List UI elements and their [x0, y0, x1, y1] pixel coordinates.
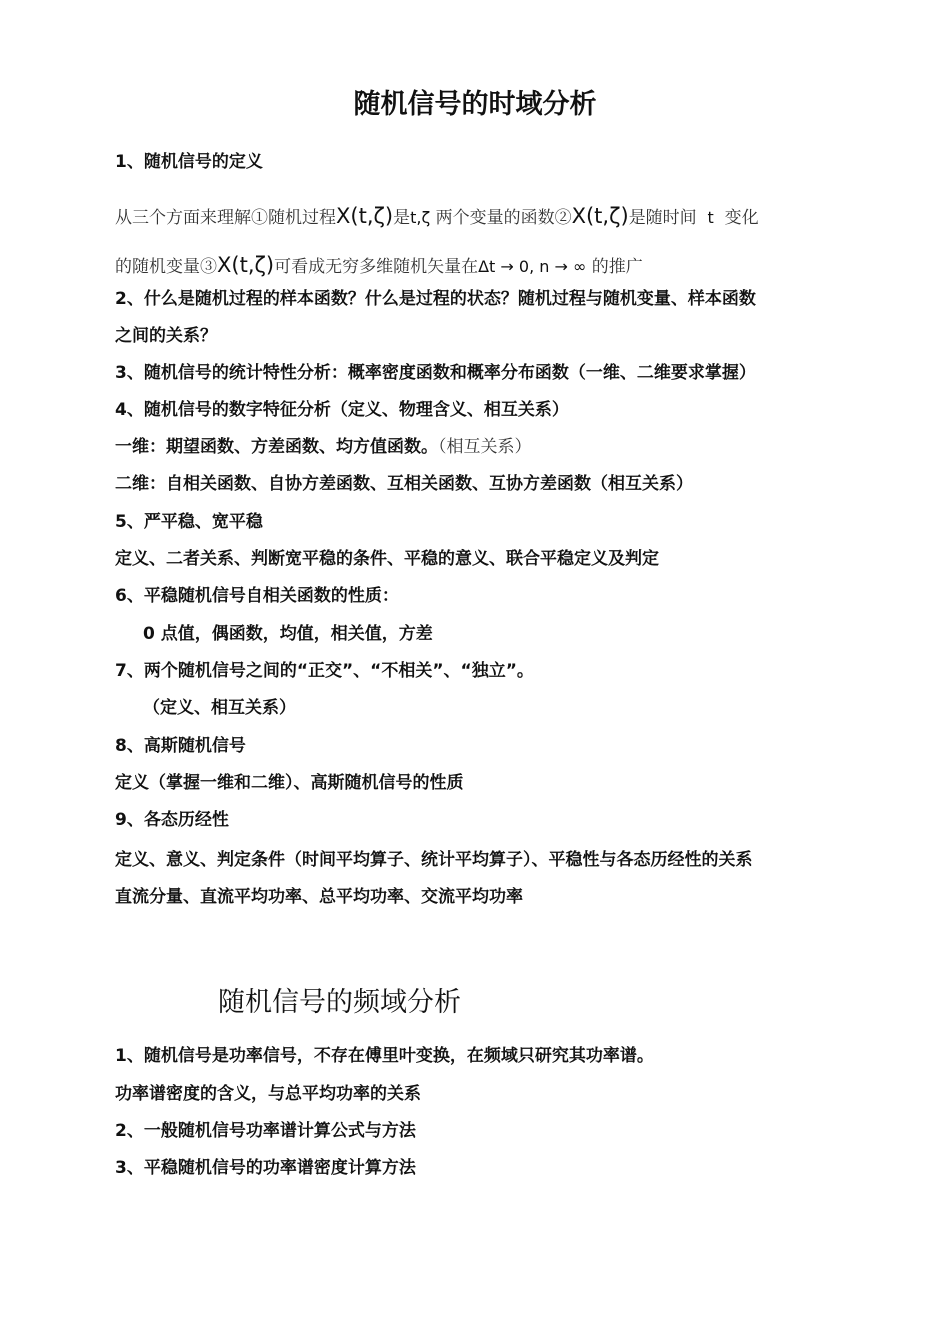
text-fragment: 是 [393, 208, 411, 228]
section-6-body: 0 点值，偶函数，均值，相关值，方差 [143, 624, 433, 644]
section-5-heading: 5、严平稳、宽平稳 [115, 512, 263, 532]
formula-t-zeta: t,ζ [410, 208, 431, 227]
text-fragment: 的随机变量③ [115, 257, 217, 277]
section-4-two-dim: 二维：自相关函数、自协方差函数、互相关函数、互协方差函数（相互关系） [115, 474, 693, 494]
formula-x-t-zeta: X(t,ζ) [571, 204, 629, 228]
text-fragment: 是随时间 [628, 208, 697, 228]
section-3-heading: 3、随机信号的统计特性分析：概率密度函数和概率分布函数（一维、二维要求掌握） [115, 363, 756, 383]
section-1-heading: 1、随机信号的定义 [115, 152, 263, 172]
text-fragment: 的推广 [591, 257, 643, 277]
section-5-body: 定义、二者关系、判断宽平稳的条件、平稳的意义、联合平稳定义及判定 [115, 549, 659, 569]
section-7-body: （定义、相互关系） [143, 698, 296, 718]
page-title-frequency-domain: 随机信号的频域分析 [218, 987, 461, 1018]
text-fragment: 可看成无穷多维随机矢量在 [274, 257, 479, 277]
freq-section-2-heading: 2、一般随机信号功率谱计算公式与方法 [115, 1121, 416, 1141]
text-fragment: 变化 [724, 208, 759, 228]
page-title-time-domain: 随机信号的时域分析 [353, 89, 597, 120]
freq-section-1-body: 功率谱密度的含义，与总平均功率的关系 [115, 1084, 421, 1104]
section-9-heading: 9、各态历经性 [115, 810, 229, 830]
section-1-body-line1 [115, 201, 759, 233]
section-9-body1: 定义、意义、判定条件（时间平均算子、统计平均算子）、平稳性与各态历经性的关系 [115, 850, 753, 870]
section-9-body2: 直流分量、直流平均功率、总平均功率、交流平均功率 [115, 887, 523, 907]
formula-t: t [707, 208, 714, 227]
formula-x-t-zeta: X(t,ζ) [217, 253, 275, 277]
section-2-line2: 之间的关系？ [115, 326, 217, 346]
section-1-intro: 从三个方面来理解①随机过程 [115, 208, 336, 228]
section-8-body: 定义（掌握一维和二维）、高斯随机信号的性质 [115, 773, 464, 793]
section-8-heading: 8、高斯随机信号 [115, 736, 246, 756]
freq-section-1-heading: 1、随机信号是功率信号，不存在傅里叶变换，在频域只研究其功率谱。 [115, 1046, 654, 1066]
freq-section-3-heading: 3、平稳随机信号的功率谱密度计算方法 [115, 1158, 416, 1178]
formula-x-t-zeta: X(t,ζ) [336, 204, 394, 228]
section-4-one-dim [115, 435, 532, 459]
formula-limit: Δt → 0, n → ∞ [478, 257, 587, 276]
text-fragment: 两个变量的函数② [435, 208, 572, 228]
text-fragment: 一维：期望函数、方差函数、均方值函数。 [115, 437, 438, 457]
section-1-body-line2 [115, 250, 643, 282]
section-4-heading: 4、随机信号的数字特征分析（定义、物理含义、相互关系） [115, 400, 569, 420]
section-2-line1: 2、什么是随机过程的样本函数？什么是过程的状态？随机过程与随机变量、样本函数 [115, 289, 756, 309]
text-fragment: （相互关系） [438, 437, 532, 457]
section-7-heading: 7、两个随机信号之间的“正交”、“不相关”、“独立”。 [115, 661, 534, 681]
section-6-heading: 6、平稳随机信号自相关函数的性质： [115, 586, 399, 606]
